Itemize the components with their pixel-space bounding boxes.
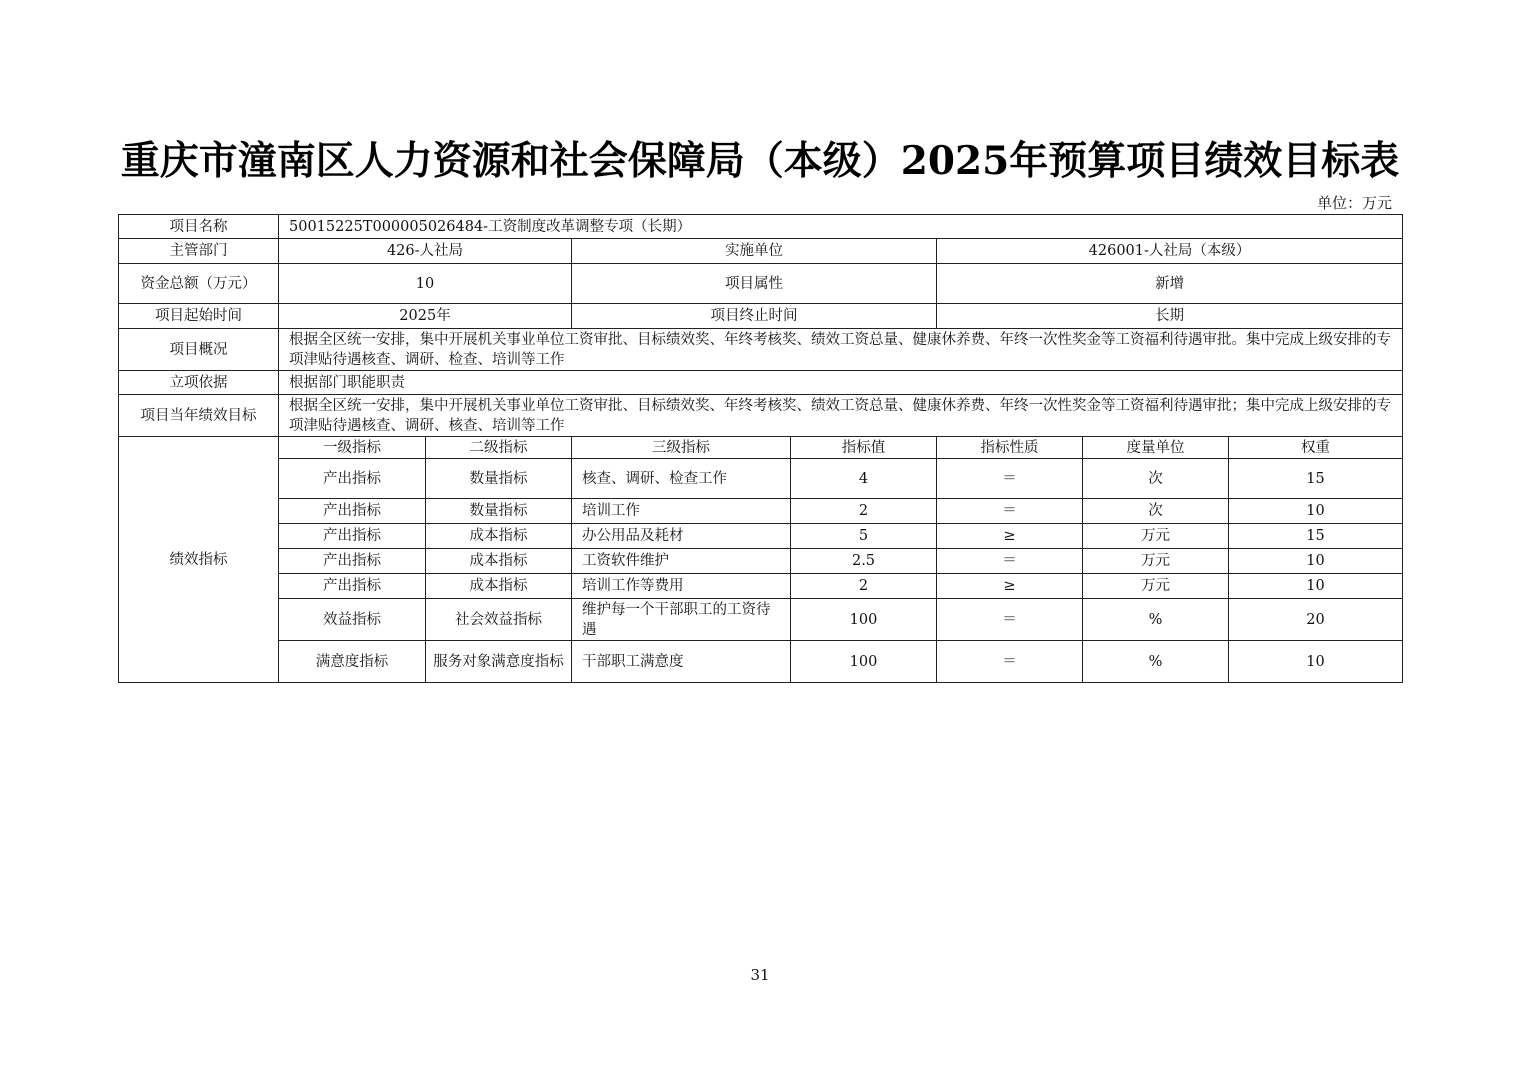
indicator-unit: % xyxy=(1083,641,1229,683)
header-level1: 一级指标 xyxy=(279,437,426,459)
indicator-row xyxy=(119,599,1403,641)
indicator-level3: 办公用品及耗材 xyxy=(572,524,791,549)
indicator-value: 4 xyxy=(791,459,937,499)
row-goal xyxy=(119,395,1403,437)
row-fund xyxy=(119,264,1403,304)
indicator-weight: 10 xyxy=(1229,574,1403,599)
indicator-nature: ≥ xyxy=(937,574,1083,599)
fund-value: 10 xyxy=(279,264,572,304)
overview-label: 项目概况 xyxy=(119,329,279,371)
indicator-unit: % xyxy=(1083,599,1229,641)
indicator-row xyxy=(119,524,1403,549)
indicator-value: 100 xyxy=(791,641,937,683)
indicator-weight: 20 xyxy=(1229,599,1403,641)
attr-label: 项目属性 xyxy=(572,264,937,304)
indicator-level1: 满意度指标 xyxy=(279,641,426,683)
indicator-unit: 万元 xyxy=(1083,549,1229,574)
indicator-level1: 产出指标 xyxy=(279,499,426,524)
dept-label: 主管部门 xyxy=(119,239,279,264)
row-project-name xyxy=(119,215,1403,239)
indicator-level2: 成本指标 xyxy=(426,574,572,599)
indicator-weight: 15 xyxy=(1229,524,1403,549)
indicator-weight: 15 xyxy=(1229,459,1403,499)
basis-value: 根据部门职能职责 xyxy=(279,371,1403,395)
basis-label: 立项依据 xyxy=(119,371,279,395)
indicator-level3: 核查、调研、检查工作 xyxy=(572,459,791,499)
indicator-level2: 数量指标 xyxy=(426,459,572,499)
indicator-nature: ＝ xyxy=(937,641,1083,683)
indicator-level1: 产出指标 xyxy=(279,524,426,549)
indicator-unit: 次 xyxy=(1083,499,1229,524)
indicator-level1: 效益指标 xyxy=(279,599,426,641)
indicator-value: 5 xyxy=(791,524,937,549)
impl-value: 426001-人社局（本级） xyxy=(937,239,1403,264)
indicator-value: 2 xyxy=(791,574,937,599)
start-label: 项目起始时间 xyxy=(119,304,279,329)
fund-label: 资金总额（万元） xyxy=(119,264,279,304)
project-name-label: 项目名称 xyxy=(119,215,279,239)
row-overview xyxy=(119,329,1403,371)
indicator-level2: 成本指标 xyxy=(426,524,572,549)
indicator-value: 2 xyxy=(791,499,937,524)
start-value: 2025年 xyxy=(279,304,572,329)
indicator-weight: 10 xyxy=(1229,549,1403,574)
unit-label: 单位：万元 xyxy=(1316,194,1392,212)
indicator-value: 100 xyxy=(791,599,937,641)
indicator-nature: ＝ xyxy=(937,599,1083,641)
row-department xyxy=(119,239,1403,264)
indicator-level2: 数量指标 xyxy=(426,499,572,524)
indicator-nature: ≥ xyxy=(937,524,1083,549)
indicator-level3: 工资软件维护 xyxy=(572,549,791,574)
indicator-row xyxy=(119,574,1403,599)
overview-value: 根据全区统一安排，集中开展机关事业单位工资审批、目标绩效奖、年终考核奖、绩效工资总量、健康休养费、年终一次性奖金等工资福利待遇审批。集中完成上级安排的专项津贴待遇核查、调研、检查、培训等工作 xyxy=(279,329,1403,371)
indicator-weight: 10 xyxy=(1229,499,1403,524)
indicator-row xyxy=(119,459,1403,499)
indicator-section-label: 绩效指标 xyxy=(119,437,279,683)
row-time xyxy=(119,304,1403,329)
end-label: 项目终止时间 xyxy=(572,304,937,329)
indicator-value: 2.5 xyxy=(791,549,937,574)
indicator-level3: 干部职工满意度 xyxy=(572,641,791,683)
header-weight: 权重 xyxy=(1229,437,1403,459)
indicator-row xyxy=(119,549,1403,574)
indicator-level1: 产出指标 xyxy=(279,459,426,499)
indicator-level3: 培训工作 xyxy=(572,499,791,524)
indicator-nature: ＝ xyxy=(937,459,1083,499)
header-level2: 二级指标 xyxy=(426,437,572,459)
dept-value: 426-人社局 xyxy=(279,239,572,264)
goal-label: 项目当年绩效目标 xyxy=(119,395,279,437)
header-nature: 指标性质 xyxy=(937,437,1083,459)
indicator-level2: 社会效益指标 xyxy=(426,599,572,641)
page-number: 31 xyxy=(750,966,770,984)
indicator-level1: 产出指标 xyxy=(279,574,426,599)
indicator-row xyxy=(119,641,1403,683)
end-value: 长期 xyxy=(937,304,1403,329)
indicator-level1: 产出指标 xyxy=(279,549,426,574)
header-value: 指标值 xyxy=(791,437,937,459)
row-basis xyxy=(119,371,1403,395)
indicator-unit: 次 xyxy=(1083,459,1229,499)
indicator-weight: 10 xyxy=(1229,641,1403,683)
indicator-level3: 培训工作等费用 xyxy=(572,574,791,599)
page-title: 重庆市潼南区人力资源和社会保障局（本级）2025年预算项目绩效目标表 xyxy=(120,138,1400,184)
indicator-nature: ＝ xyxy=(937,549,1083,574)
header-unit: 度量单位 xyxy=(1083,437,1229,459)
indicator-level2: 成本指标 xyxy=(426,549,572,574)
indicator-unit: 万元 xyxy=(1083,574,1229,599)
impl-label: 实施单位 xyxy=(572,239,937,264)
performance-table xyxy=(118,214,1403,683)
attr-value: 新增 xyxy=(937,264,1403,304)
header-level3: 三级指标 xyxy=(572,437,791,459)
indicator-nature: ＝ xyxy=(937,499,1083,524)
indicator-level2: 服务对象满意度指标 xyxy=(426,641,572,683)
project-name-value: 50015225T000005026484-工资制度改革调整专项（长期） xyxy=(279,215,1403,239)
indicator-unit: 万元 xyxy=(1083,524,1229,549)
indicator-row xyxy=(119,499,1403,524)
indicator-level3: 维护每一个干部职工的工资待遇 xyxy=(572,599,791,641)
indicator-header-row xyxy=(119,437,1403,459)
goal-value: 根据全区统一安排，集中开展机关事业单位工资审批、目标绩效奖、年终考核奖、绩效工资总量、健康休养费、年终一次性奖金等工资福利待遇审批；集中完成上级安排的专项津贴待遇核查、调研、核查、培训等工作 xyxy=(279,395,1403,437)
